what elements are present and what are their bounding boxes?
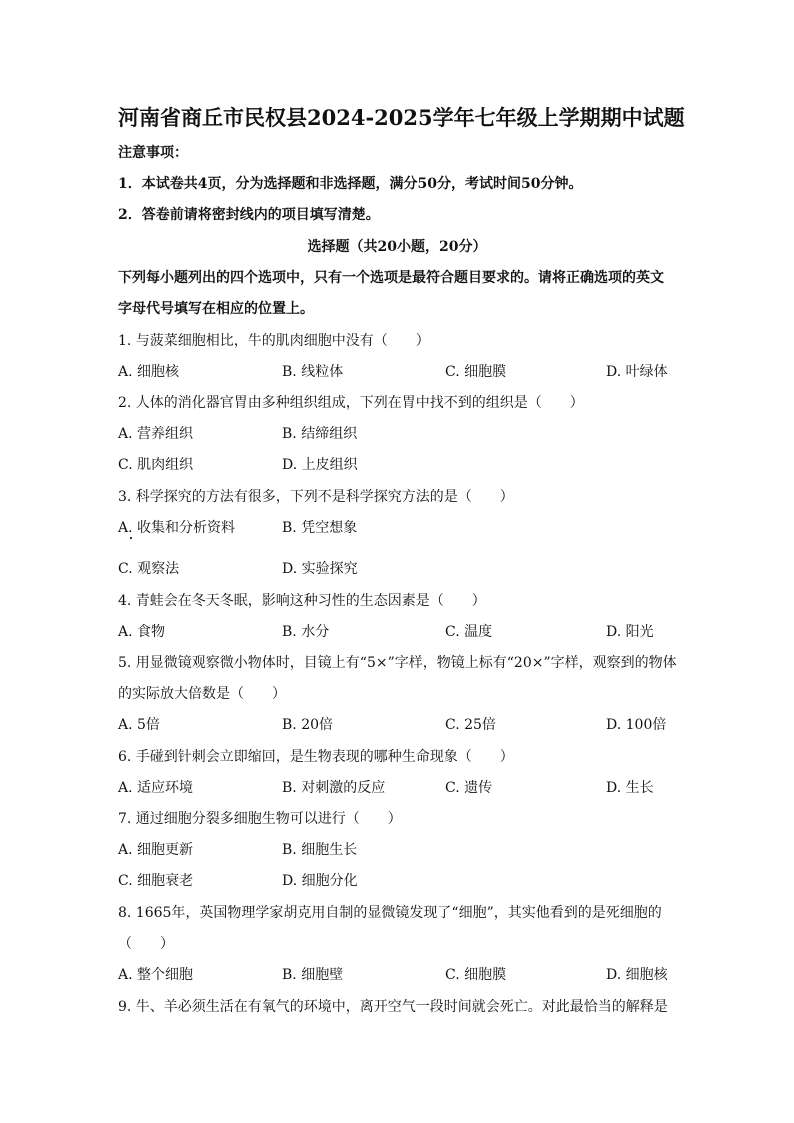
question-2-option-d: D. 上皮组织 <box>282 457 358 473</box>
question-8-option-c: C. 细胞膜 <box>445 967 507 983</box>
question-7-option-c: C. 细胞衰老 <box>118 873 194 889</box>
question-8-stem-line-2: （ ） <box>118 936 174 952</box>
question-2-stem: 2. 人体的消化器官胃由多种组织组成，下列在胃中找不到的组织是（ ） <box>118 395 584 411</box>
question-4-stem: 4. 青蛙会在冬天冬眠，影响这种习性的生态因素是（ ） <box>118 593 486 609</box>
question-1-option-a: A. 细胞核 <box>118 364 180 380</box>
question-7-stem: 7. 通过细胞分裂多细胞生物可以进行（ ） <box>118 811 402 827</box>
question-2-option-c: C. 肌肉组织 <box>118 457 194 473</box>
question-7-option-d: D. 细胞分化 <box>282 873 358 889</box>
question-7-option-b: B. 细胞生长 <box>282 842 358 858</box>
question-8-option-a: A. 整个细胞 <box>118 967 194 983</box>
question-6-option-d: D. 生长 <box>606 780 654 796</box>
note-item-1: 1．本试卷共4页，分为选择题和非选择题，满分50分，考试时间50分钟。 <box>118 176 583 192</box>
question-1-stem: 1. 与菠菜细胞相比，牛的肌肉细胞中没有（ ） <box>118 333 430 349</box>
question-8-stem-line-1: 8. 1665年，英国物理学家胡克用自制的显微镜发现了“细胞”，其实他看到的是死细胞的 <box>118 905 662 921</box>
question-5-stem-line-1: 5. 用显微镜观察微小物体时，目镜上有“5×”字样，物镜上标有“20×”字样，观察到的物体 <box>118 655 677 671</box>
question-3-option-d: D. 实验探究 <box>282 561 358 577</box>
question-3-stem: 3. 科学探究的方法有很多，下列不是科学探究方法的是（ ） <box>118 489 514 505</box>
question-6-option-c: C. 遗传 <box>445 780 493 796</box>
question-4-option-c: C. 温度 <box>445 624 493 640</box>
question-1-option-d: D. 叶绿体 <box>606 364 668 380</box>
question-9-stem: 9. 牛、羊必须生活在有氧气的环境中，离开空气一段时间就会死亡。对此最恰当的解释是 <box>118 999 668 1015</box>
question-4-option-a: A. 食物 <box>118 624 166 640</box>
question-5-option-d: D. 100倍 <box>606 717 667 733</box>
question-8-option-d: D. 细胞核 <box>606 967 668 983</box>
stray-dot <box>130 537 132 539</box>
question-2-option-a: A. 营养组织 <box>118 426 194 442</box>
question-1-option-b: B. 线粒体 <box>282 364 344 380</box>
note-item-2: 2．答卷前请将密封线内的项目填写清楚。 <box>118 207 380 223</box>
question-7-option-a: A. 细胞更新 <box>118 842 194 858</box>
question-3-option-c: C. 观察法 <box>118 561 180 577</box>
question-5-option-b: B. 20倍 <box>282 717 334 733</box>
question-5-stem-line-2: 的实际放大倍数是（ ） <box>118 686 286 702</box>
exam-title: 河南省商丘市民权县2024-2025学年七年级上学期期中试题 <box>118 105 685 130</box>
question-3-option-a: A. 收集和分析资料 <box>118 520 236 536</box>
question-5-option-c: C. 25倍 <box>445 717 496 733</box>
question-5-option-a: A. 5倍 <box>118 717 160 733</box>
question-1-option-c: C. 细胞膜 <box>445 364 507 380</box>
section-instructions-line-2: 字母代号填写在相应的位置上。 <box>118 301 314 317</box>
section-heading: 选择题（共20小题，20分） <box>307 239 487 255</box>
question-6-option-a: A. 适应环境 <box>118 780 194 796</box>
question-4-option-d: D. 阳光 <box>606 624 654 640</box>
question-3-option-b: B. 凭空想象 <box>282 520 358 536</box>
question-6-stem: 6. 手碰到针刺会立即缩回，是生物表现的哪种生命现象（ ） <box>118 749 514 765</box>
question-2-option-b: B. 结缔组织 <box>282 426 358 442</box>
question-6-option-b: B. 对刺激的反应 <box>282 780 386 796</box>
question-8-option-b: B. 细胞壁 <box>282 967 344 983</box>
section-instructions-line-1: 下列每小题列出的四个选项中，只有一个选项是最符合题目要求的。请将正确选项的英文 <box>118 270 664 286</box>
question-4-option-b: B. 水分 <box>282 624 330 640</box>
notes-heading: 注意事项： <box>118 145 188 161</box>
